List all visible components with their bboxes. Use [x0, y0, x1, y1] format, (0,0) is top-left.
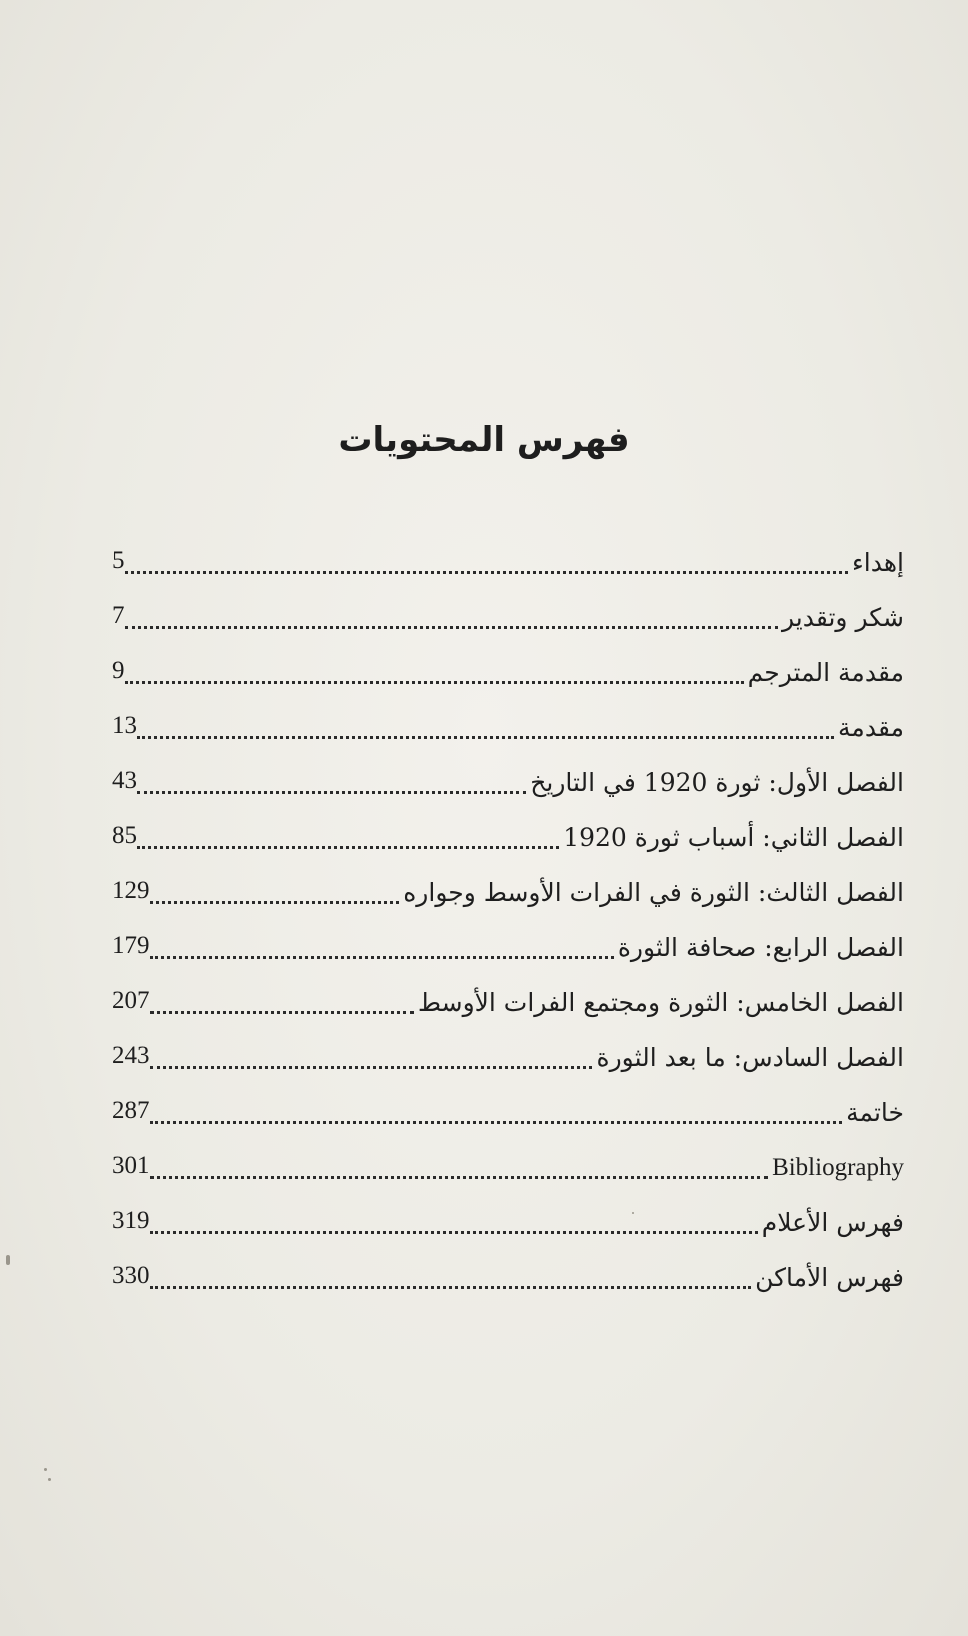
toc-page-number: 13	[112, 712, 137, 739]
toc-page-number: 301	[112, 1152, 150, 1179]
toc-page-number: 287	[112, 1097, 150, 1124]
toc-entry-dedication[interactable]	[112, 528, 904, 583]
toc-page-number: 43	[112, 767, 137, 794]
dot-leader	[150, 1081, 843, 1124]
toc-page-number: 243	[112, 1042, 150, 1069]
toc-entry-chapter-6[interactable]	[112, 1023, 904, 1078]
dot-leader	[150, 861, 400, 904]
toc-page-number: 179	[112, 932, 150, 959]
toc-entry-label: الفصل الخامس: الثورة ومجتمع الفرات الأوسط	[417, 988, 904, 1017]
toc-page-number: 330	[112, 1262, 150, 1289]
toc-entry-index-of-names[interactable]	[112, 1188, 904, 1243]
toc-entry-chapter-1[interactable]	[112, 748, 904, 803]
dot-leader	[150, 1026, 593, 1069]
toc-entry-label: مقدمة	[838, 713, 904, 742]
paper-speck	[48, 1478, 51, 1481]
toc-page-number: 5	[112, 547, 125, 574]
dot-leader	[137, 751, 526, 794]
toc-entry-index-of-places[interactable]	[112, 1243, 904, 1298]
paper-speck	[44, 1468, 47, 1471]
dot-leader	[150, 916, 614, 959]
toc-entry-label: فهرس الأعلام	[761, 1208, 904, 1237]
toc-entry-label: خاتمة	[846, 1098, 904, 1127]
toc-entry-introduction[interactable]	[112, 693, 904, 748]
toc-entry-acknowledgements[interactable]	[112, 583, 904, 638]
toc-page-number: 319	[112, 1207, 150, 1234]
paper-speck	[632, 1212, 634, 1214]
toc-entry-chapter-3[interactable]	[112, 858, 904, 913]
toc-entry-label: الفصل الثاني: أسباب ثورة 1920	[563, 823, 904, 852]
dot-leader	[150, 1191, 758, 1234]
dot-leader	[125, 531, 849, 574]
toc-entry-label: مقدمة المترجم	[747, 658, 904, 687]
toc-entry-chapter-5[interactable]	[112, 968, 904, 1023]
dot-leader	[150, 1246, 752, 1289]
toc-entry-chapter-4[interactable]	[112, 913, 904, 968]
toc-page-number: 129	[112, 877, 150, 904]
dot-leader	[137, 806, 559, 849]
toc-entry-translator-introduction[interactable]	[112, 638, 904, 693]
toc-page-number: 9	[112, 657, 125, 684]
toc-entry-label: Bibliography	[772, 1154, 904, 1181]
toc-entry-bibliography[interactable]	[112, 1133, 904, 1188]
dot-leader	[150, 971, 414, 1014]
toc-page-number: 85	[112, 822, 137, 849]
toc-entry-label: الفصل الثالث: الثورة في الفرات الأوسط وجواره	[403, 878, 904, 907]
toc-page-number: 207	[112, 987, 150, 1014]
page-title: فهرس المحتويات	[338, 420, 630, 460]
toc-entry-chapter-2[interactable]	[112, 803, 904, 858]
table-of-contents	[112, 528, 904, 1298]
toc-entry-conclusion[interactable]	[112, 1078, 904, 1133]
toc-entry-label: شكر وتقدير	[781, 603, 904, 632]
dot-leader	[150, 1136, 769, 1179]
dot-leader	[125, 641, 744, 684]
toc-entry-label: الفصل الأول: ثورة 1920 في التاريخ	[530, 768, 904, 797]
toc-entry-label: الفصل السادس: ما بعد الثورة	[596, 1043, 904, 1072]
toc-entry-label: إهداء	[852, 548, 904, 577]
toc-entry-label: فهرس الأماكن	[755, 1263, 904, 1292]
dot-leader	[125, 586, 778, 629]
toc-page-number: 7	[112, 602, 125, 629]
paper-speck	[6, 1255, 10, 1265]
toc-entry-label: الفصل الرابع: صحافة الثورة	[617, 933, 904, 962]
dot-leader	[137, 696, 834, 739]
